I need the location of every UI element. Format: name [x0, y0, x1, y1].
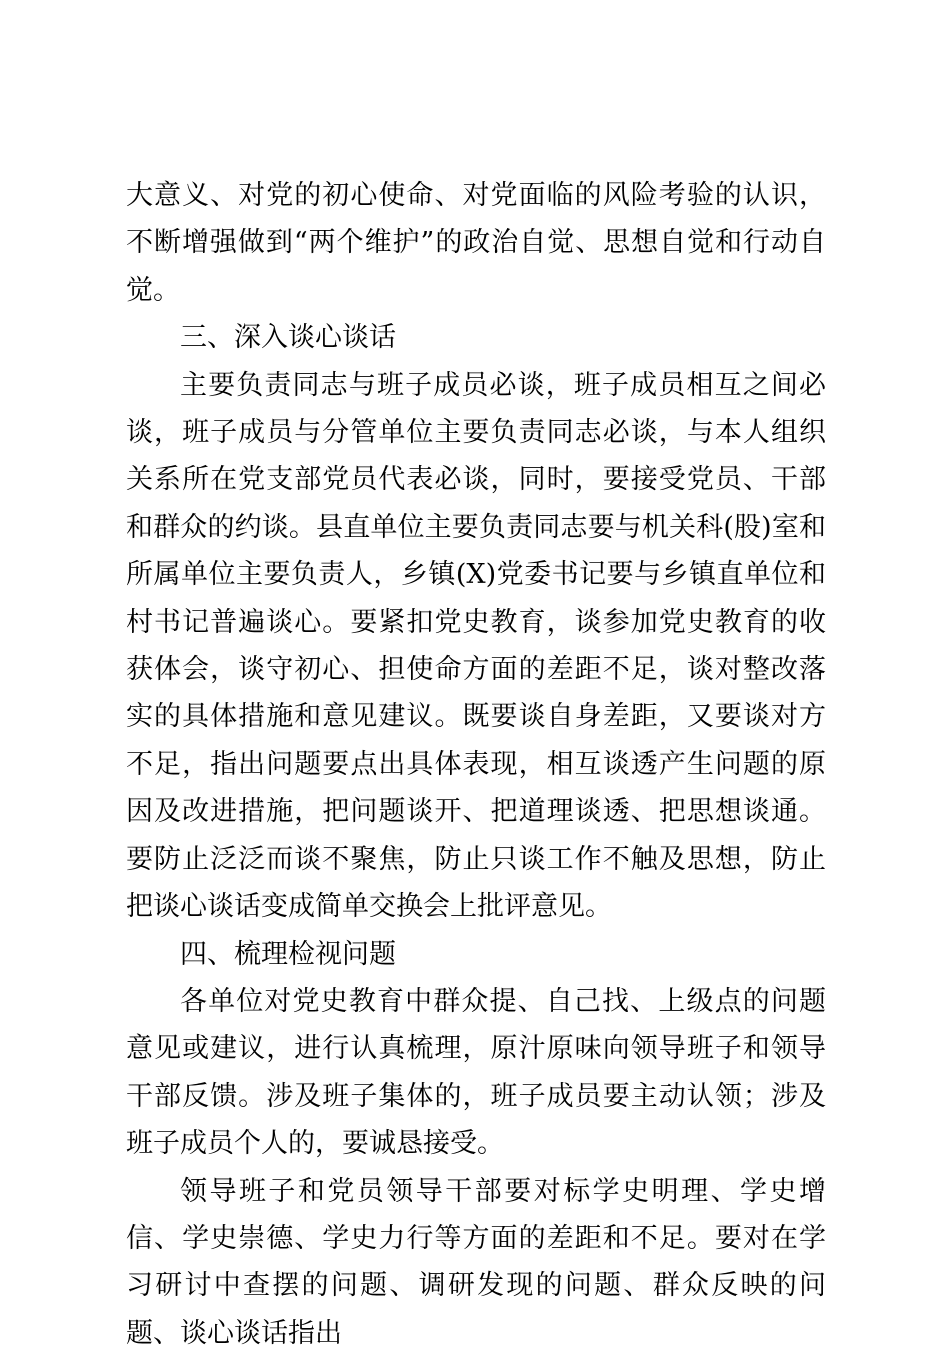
section-heading-4: 四、梳理检视问题 — [180, 938, 396, 970]
section-heading-3: 三、深入谈心谈话 — [180, 322, 396, 354]
body-paragraph-leadership: 领导班子和党员领导干部要对标学史明理、学史增信、学史崇德、学史力行等方面的差距和不足。要对在学习研讨中查摆的问题、调研发现的问题、群众反映的问题、谈心谈话指出 — [126, 1175, 826, 1349]
body-paragraph-issues: 各单位对党史教育中群众提、自己找、上级点的问题意见或建议，进行认真梳理，原汁原味向领导班子和领导干部反馈。涉及班子集体的，班子成员要主动认领；涉及班子成员个人的，要诚恳接受。 — [126, 985, 826, 1160]
body-paragraph-talks: 主要负责同志与班子成员必谈，班子成员相互之间必谈，班子成员与分管单位主要负责同志必谈，与本人组织关系所在党支部党员代表必谈，同时，要接受党员、干部和群众的约谈。县直单位主要负责同志要与机关科(股)室和所属单位主要负责人，乡镇(X)党委书记要与乡镇直单位和村书记普遍谈心。要紧扣党史教育，谈参加党史教育的收获体会，谈守初心、担使命方面的差距不足，谈对整改落实的具体措施和意见建议。既要谈自身差距，又要谈对方不足，指出问题要点出具体表现，相互谈透产生问题的原因及改进措施，把问题谈开、把道理谈透、把思想谈通。要防止泛泛而谈不聚焦，防止只谈工作不触及思想，防止把谈心谈话变成简单交换会上批评意见。 — [126, 369, 826, 923]
document-body — [126, 172, 826, 1357]
continuation-paragraph: 大意义、对党的初心使命、对党面临的风险考验的认识，不断增强做到“两个维护”的政治自觉、思想自觉和行动自觉。 — [126, 180, 826, 306]
